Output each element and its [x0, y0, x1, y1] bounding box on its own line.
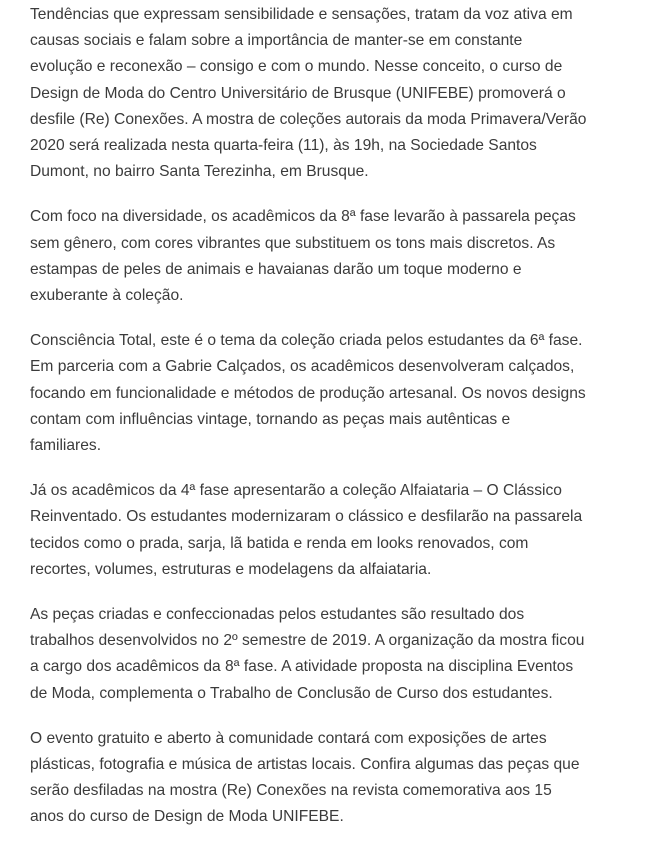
paragraph-line: Já os acadêmicos da 4ª fase apresentarão a coleção Alfaiataria – O Clássico [30, 482, 562, 500]
paragraph-line: Tendências que expressam sensibilidade e sensações, tratam da voz ativa em [30, 6, 573, 23]
paragraph-line: Consciência Total, este é o tema da coleção criada pelos estudantes da 6ª fase. [30, 332, 583, 350]
paragraph-line: estampas de peles de animais e havaianas darão um toque moderno e [30, 260, 522, 278]
paragraph-line: de Moda, complementa o Trabalho de Conclusão de Curso dos estudantes. [30, 684, 553, 702]
article-paragraph-2 [30, 204, 660, 309]
article-paragraph-4 [30, 478, 660, 583]
paragraph-line: evolução e reconexão – consigo e com o mundo. Nesse conceito, o curso de [30, 58, 563, 76]
paragraph-line: serão desfiladas na mostra (Re) Conexões na revista comemorativa aos 15 [30, 782, 552, 800]
paragraph-line: a cargo dos acadêmicos da 8ª fase. A atividade proposta na disciplina Eventos [30, 658, 574, 676]
paragraph-line: Design de Moda do Centro Universitário de Brusque (UNIFEBE) promoverá o [30, 84, 566, 102]
paragraph-line: 2020 será realizada nesta quarta-feira (11), às 19h, na Sociedade Santos [30, 137, 537, 155]
paragraph-line: Com foco na diversidade, os acadêmicos da 8ª fase levarão à passarela peças [30, 208, 576, 226]
article-paragraph-5 [30, 602, 660, 707]
paragraph-line: exuberante à coleção. [30, 287, 184, 305]
paragraph-line: trabalhos desenvolvidos no 2º semestre de 2019. A organização da mostra ficou [30, 632, 585, 650]
paragraph-line: Reinventado. Os estudantes modernizaram o clássico e desfilarão na passarela [30, 508, 583, 526]
paragraph-line: Dumont, no bairro Santa Terezinha, em Brusque. [30, 163, 369, 181]
paragraph-line: As peças criadas e confeccionadas pelos estudantes são resultado dos [30, 606, 525, 624]
paragraph-line: tecidos como o prada, sarja, lã batida e renda em looks renovados, com [30, 534, 529, 552]
paragraph-line: plásticas, fotografia e música de artistas locais. Confira algumas das peças que [30, 756, 580, 774]
paragraph-line: focando em funcionalidade e métodos de produção artesanal. Os novos designs [30, 384, 586, 402]
article-paragraph-1 [30, 2, 660, 185]
paragraph-line: recortes, volumes, estruturas e modelagens da alfaiataria. [30, 560, 432, 578]
article-paragraph-3 [30, 328, 660, 459]
paragraph-line: familiares. [30, 437, 102, 455]
paragraph-line: contam com influências vintage, tornando as peças mais autênticas e [30, 410, 511, 428]
article-body [30, 2, 660, 850]
article-paragraph-6 [30, 726, 660, 831]
paragraph-line: Em parceria com a Gabrie Calçados, os acadêmicos desenvolveram calçados, [30, 358, 575, 376]
paragraph-line: desfile (Re) Conexões. A mostra de coleções autorais da moda Primavera/Verão [30, 110, 587, 128]
paragraph-line: O evento gratuito e aberto à comunidade contará com exposições de artes [30, 729, 547, 747]
paragraph-line: causas sociais e falam sobre a importância de manter-se em constante [30, 32, 523, 50]
paragraph-line: anos do curso de Design de Moda UNIFEBE. [30, 808, 344, 826]
paragraph-line: sem gênero, com cores vibrantes que substituem os tons mais discretos. As [30, 234, 556, 252]
